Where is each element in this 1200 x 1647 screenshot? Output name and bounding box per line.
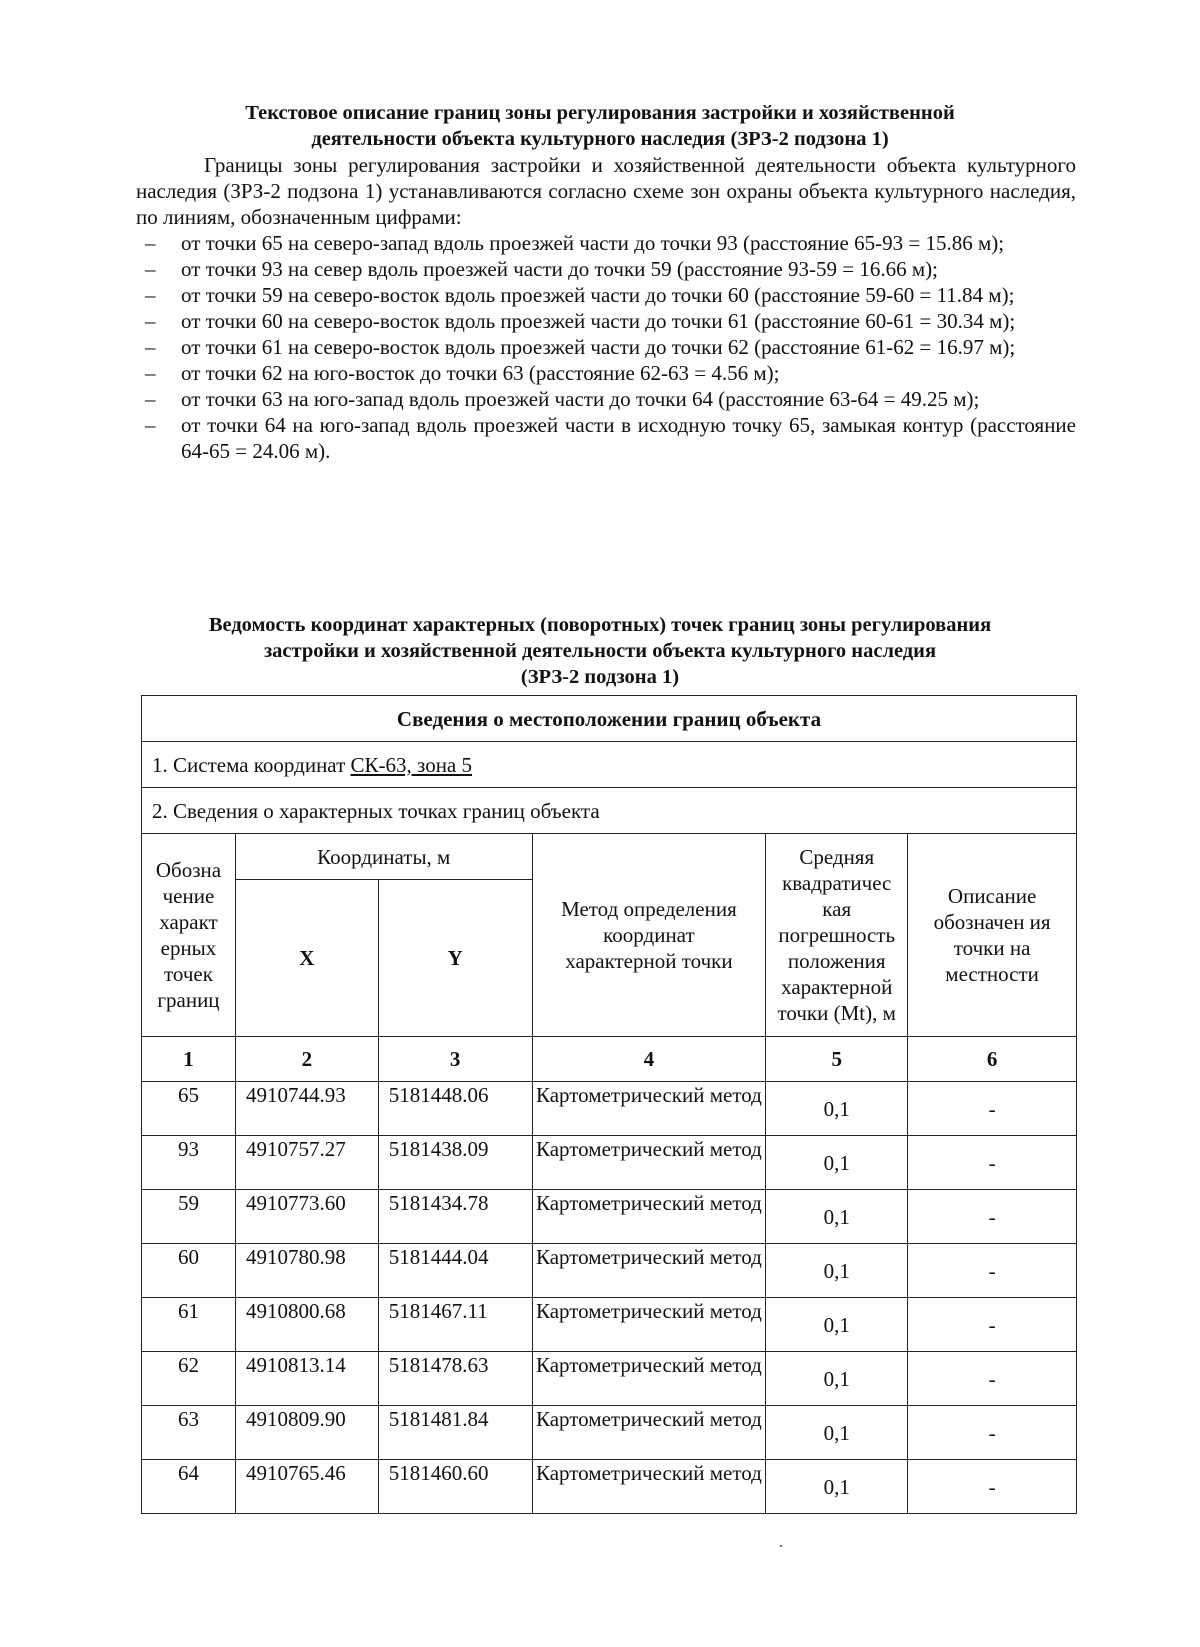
points-info-row — [142, 788, 1077, 834]
x-coordinate-cell: 4910800.68 — [235, 1298, 378, 1352]
method-cell: Картометрический метод — [532, 1244, 766, 1298]
x-coordinate-cell: 4910813.14 — [235, 1352, 378, 1406]
list-dash: – — [145, 231, 156, 255]
col-description-header: Описание обозначен ия точки на местности — [908, 834, 1077, 1037]
x-coordinate-cell: 4910757.27 — [235, 1136, 378, 1190]
points-info-cell: 2. Сведения о характерных точках границ объекта — [142, 788, 1077, 834]
y-coordinate-cell: 5181467.11 — [378, 1298, 532, 1352]
coord-system-label: 1. Система координат — [152, 752, 351, 777]
col-y-header: Y — [378, 880, 532, 1037]
accuracy-cell: 0,1 — [766, 1406, 908, 1460]
list-dash: – — [145, 387, 156, 411]
table-row — [142, 1406, 1077, 1460]
method-cell: Картометрический метод — [532, 1406, 766, 1460]
list-item-text: от точки 65 на северо-запад вдоль проезжей части до точки 93 (расстояние 65-93 = 15.86 м); — [181, 231, 1005, 255]
document-heading — [120, 100, 1080, 152]
list-dash: – — [145, 309, 156, 333]
list-dash: – — [145, 361, 156, 385]
x-coordinate-cell: 4910773.60 — [235, 1190, 378, 1244]
list-item-text: от точки 60 на северо-восток вдоль проезжей части до точки 61 (расстояние 60-61 = 30.34 м); — [181, 309, 1016, 333]
heading-line-1: Текстовое описание границ зоны регулирования застройки и хозяйственной — [245, 102, 955, 124]
intro-paragraph: Границы зоны регулирования застройки и хозяйственной деятельности объекта культурного наследия (ЗРЗ-2 подзона 1) устанавливаются согласно схеме зон охраны объекта культурного наследия, по линиям, обозначенным цифрами: — [136, 153, 1076, 229]
x-coordinate-cell: 4910744.93 — [235, 1082, 378, 1136]
column-number-row — [142, 1037, 1077, 1082]
table-header-row — [142, 696, 1077, 742]
x-coordinate-cell: 4910809.90 — [235, 1406, 378, 1460]
point-id-cell: 64 — [142, 1460, 236, 1514]
column-number-cell: 3 — [378, 1037, 532, 1082]
method-cell: Картометрический метод — [532, 1352, 766, 1406]
list-item-text: от точки 64 на юго-запад вдоль проезжей части в исходную точку 65, замыкая контур (расстояние 64-65 = 24.06 м). — [181, 413, 1076, 463]
description-cell: - — [908, 1298, 1077, 1352]
coord-system-value: СК-63, зона 5 — [350, 752, 473, 777]
y-coordinate-cell: 5181481.84 — [378, 1406, 532, 1460]
table-row — [142, 1136, 1077, 1190]
y-coordinate-cell: 5181460.60 — [378, 1460, 532, 1514]
method-cell: Картометрический метод — [532, 1082, 766, 1136]
boundary-list-item — [136, 386, 1076, 412]
boundary-list-item — [136, 360, 1076, 386]
boundary-description-list — [136, 230, 1076, 464]
column-number-cell: 1 — [142, 1037, 236, 1082]
accuracy-cell: 0,1 — [766, 1352, 908, 1406]
description-cell: - — [908, 1352, 1077, 1406]
column-number-cell: 2 — [235, 1037, 378, 1082]
method-cell: Картометрический метод — [532, 1298, 766, 1352]
list-dash: – — [145, 283, 156, 307]
coord-system-cell — [142, 742, 1077, 788]
column-number-cell: 6 — [908, 1037, 1077, 1082]
boundary-list-item — [136, 334, 1076, 360]
boundary-list-item — [136, 230, 1076, 256]
list-item-text: от точки 93 на север вдоль проезжей части до точки 59 (расстояние 93-59 = 16.66 м); — [181, 257, 938, 281]
col-x-header: X — [235, 880, 378, 1037]
col-accuracy-header: Средняя квадратичес кая погрешность положения характерной точки (Mt), м — [766, 834, 908, 1037]
boundary-list-item — [136, 412, 1076, 464]
coord-system-row — [142, 742, 1077, 788]
description-cell: - — [908, 1136, 1077, 1190]
heading-line-2: деятельности объекта культурного наследия (ЗРЗ-2 подзона 1) — [311, 128, 889, 150]
y-coordinate-cell: 5181448.06 — [378, 1082, 532, 1136]
accuracy-cell: 0,1 — [766, 1190, 908, 1244]
description-cell: - — [908, 1406, 1077, 1460]
col-designation-header: Обозна чение характ ерных точек границ — [142, 834, 236, 1037]
table-row — [142, 1352, 1077, 1406]
column-number-cell: 5 — [766, 1037, 908, 1082]
table-row — [142, 1082, 1077, 1136]
table-header: Сведения о местоположении границ объекта — [142, 696, 1077, 742]
accuracy-cell: 0,1 — [766, 1136, 908, 1190]
description-cell: - — [908, 1244, 1077, 1298]
point-id-cell: 62 — [142, 1352, 236, 1406]
point-id-cell: 93 — [142, 1136, 236, 1190]
boundary-list-item — [136, 308, 1076, 334]
method-cell: Картометрический метод — [532, 1190, 766, 1244]
table-heading-line-3: (ЗРЗ-2 подзона 1) — [520, 666, 680, 688]
method-cell: Картометрический метод — [532, 1460, 766, 1514]
description-cell: - — [908, 1190, 1077, 1244]
point-id-cell: 63 — [142, 1406, 236, 1460]
accuracy-cell: 0,1 — [766, 1082, 908, 1136]
boundary-list-item — [136, 282, 1076, 308]
list-item-text: от точки 62 на юго-восток до точки 63 (расстояние 62-63 = 4.56 м); — [181, 361, 780, 385]
col-coords-header: Координаты, м — [235, 834, 532, 880]
table-row — [142, 1298, 1077, 1352]
table-row — [142, 1460, 1077, 1514]
description-cell: - — [908, 1082, 1077, 1136]
boundary-list-item — [136, 256, 1076, 282]
coordinates-table — [141, 695, 1077, 1514]
point-id-cell: 65 — [142, 1082, 236, 1136]
x-coordinate-cell: 4910765.46 — [235, 1460, 378, 1514]
point-id-cell: 60 — [142, 1244, 236, 1298]
list-dash: – — [145, 413, 156, 437]
x-coordinate-cell: 4910780.98 — [235, 1244, 378, 1298]
scan-dot — [780, 1545, 782, 1547]
table-heading-line-1: Ведомость координат характерных (поворотных) точек границ зоны регулирования — [208, 614, 992, 636]
list-item-text: от точки 63 на юго-запад вдоль проезжей части до точки 64 (расстояние 63-64 = 49.25 м); — [181, 387, 980, 411]
y-coordinate-cell: 5181478.63 — [378, 1352, 532, 1406]
col-method-header: Метод определения координат характерной точки — [532, 834, 766, 1037]
list-item-text: от точки 61 на северо-восток вдоль проезжей части до точки 62 (расстояние 61-62 = 16.97 м); — [181, 335, 1016, 359]
table-row — [142, 1244, 1077, 1298]
column-number-cell: 4 — [532, 1037, 766, 1082]
column-header-row-1 — [142, 834, 1077, 880]
y-coordinate-cell: 5181444.04 — [378, 1244, 532, 1298]
list-dash: – — [145, 335, 156, 359]
list-dash: – — [145, 257, 156, 281]
point-id-cell: 59 — [142, 1190, 236, 1244]
accuracy-cell: 0,1 — [766, 1460, 908, 1514]
accuracy-cell: 0,1 — [766, 1298, 908, 1352]
y-coordinate-cell: 5181438.09 — [378, 1136, 532, 1190]
method-cell: Картометрический метод — [532, 1136, 766, 1190]
y-coordinate-cell: 5181434.78 — [378, 1190, 532, 1244]
list-item-text: от точки 59 на северо-восток вдоль проезжей части до точки 60 (расстояние 59-60 = 11.84 м); — [181, 283, 1015, 307]
accuracy-cell: 0,1 — [766, 1244, 908, 1298]
point-id-cell: 61 — [142, 1298, 236, 1352]
table-heading — [120, 612, 1080, 690]
table-heading-line-2: застройки и хозяйственной деятельности объекта культурного наследия — [263, 640, 937, 662]
description-cell: - — [908, 1460, 1077, 1514]
table-row — [142, 1190, 1077, 1244]
